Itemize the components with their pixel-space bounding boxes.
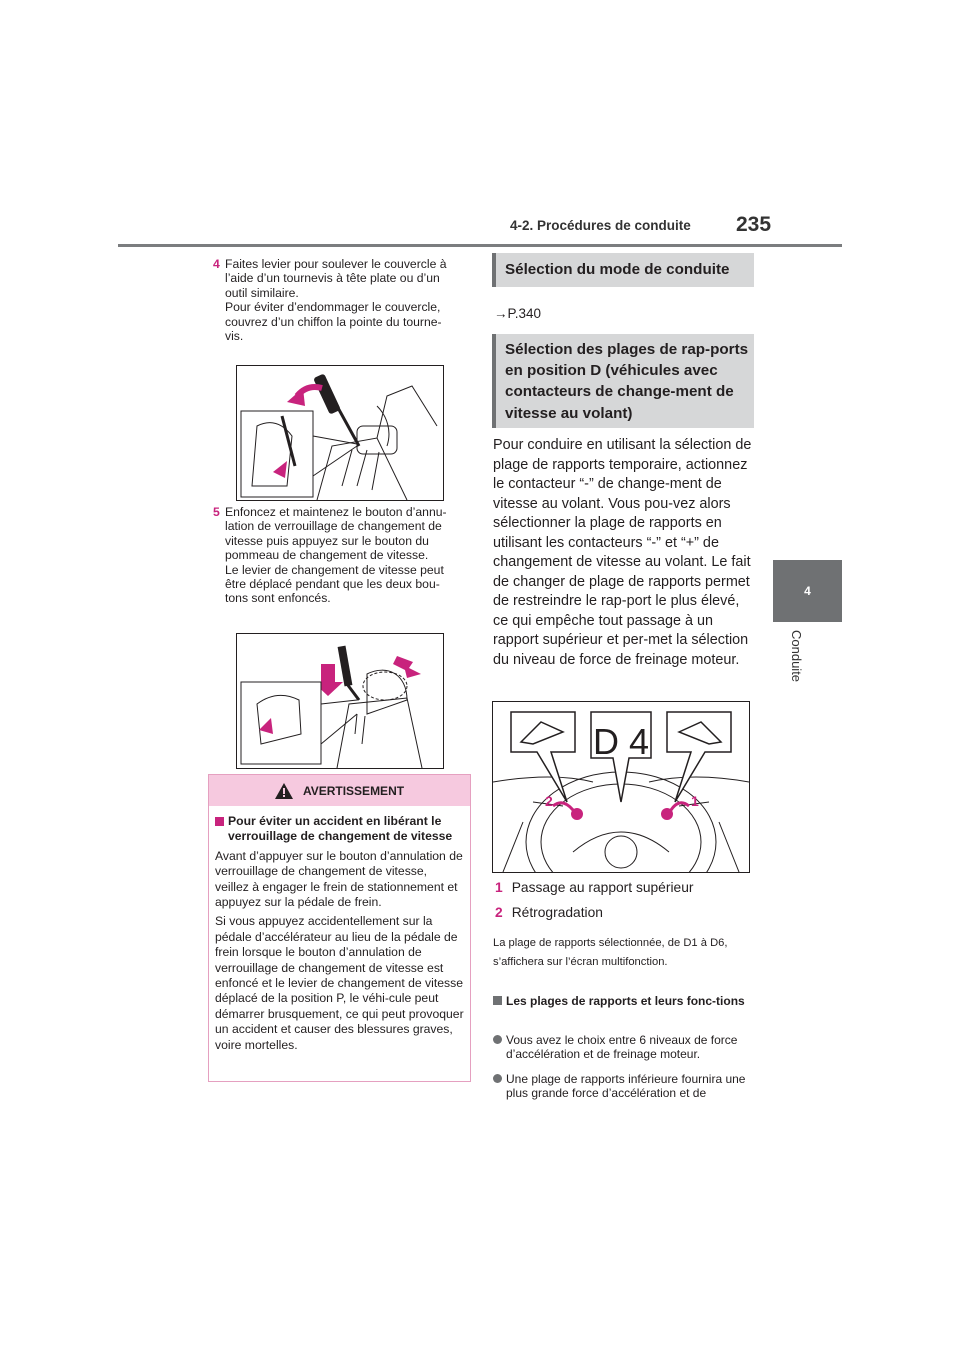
- legend-item: [495, 880, 693, 895]
- step-line: tons sont enfoncés.: [225, 591, 331, 606]
- bullet-text: Vous avez le choix entre 6 niveaux de force d’accélération et de freinage moteur.: [506, 1033, 738, 1061]
- warning-subtitle-text: Pour éviter un accident en libérant le verrouillage de changement de vitesse: [228, 814, 453, 844]
- step-number: 4: [213, 257, 220, 271]
- paddle-shifter-illustration: [493, 702, 749, 872]
- warning-subtitle: [215, 814, 464, 845]
- chapter-tab[interactable]: [773, 560, 842, 622]
- square-bullet-icon: [493, 996, 502, 1005]
- step-line: être déplacé pendant que les deux bou-: [225, 577, 440, 592]
- legend-number: 2: [495, 905, 503, 920]
- circle-bullet-icon: [493, 1035, 502, 1044]
- step-line: vis.: [225, 329, 244, 344]
- warning-title: AVERTISSEMENT: [302, 783, 405, 798]
- warning-box: [208, 774, 471, 1082]
- circle-bullet-icon: [493, 1074, 502, 1083]
- section-heading-text: Sélection du mode de conduite: [505, 261, 730, 278]
- chapter-number: 4: [804, 584, 811, 598]
- figure-paddle-shifters: [492, 701, 750, 873]
- section-heading-gear-range: [492, 334, 754, 428]
- section-title: 4-2. Procédures de conduite: [510, 218, 691, 233]
- legend-label: Passage au rapport supérieur: [511, 880, 694, 895]
- body-paragraph: Pour conduire en utilisant la sélection de plage de rapports temporaire, actionnez le contacteur “-” de change-ment de vitesse au volant. Vous pou-vez alors sélectionner la plage de rapports en utilisant les contacteurs “-” et “+” de changement de vitesse au volant. Le fait de changer de plage de rapports permet de restreindre le rap-port le plus élevé, ce qui empêche tout passage à un rapport supérieur et per-met la sélection du niveau de force de freinage moteur.: [493, 437, 752, 668]
- legend-number: 1: [495, 880, 503, 895]
- warning-paragraph: Avant d’appuyer sur le bouton d’annulation de verrouillage de changement de vitesse, veillez à engager le frein de stationnement et appuyez sur la pédale de frein.: [215, 848, 463, 910]
- bullet-item: [493, 1033, 768, 1061]
- note-text: La plage de rapports sélectionnée, de D1 à D6, s’affichera sur l’écran multifonction.: [493, 937, 728, 969]
- step-line: lation de verrouillage de changement de: [225, 519, 442, 534]
- warning-triangle-icon: [275, 783, 293, 799]
- legend-label: Rétrogradation: [511, 905, 603, 920]
- gear-display: D 4: [592, 721, 650, 762]
- step-line: Le levier de changement de vitesse peut: [225, 562, 444, 577]
- step-line: pommeau de changement de vitesse.: [225, 548, 429, 563]
- header-rule: [118, 244, 842, 247]
- warning-paragraph: Si vous appuyez accidentellement sur la pédale d’accélérateur au lieu de la pédale de frein lorsque le bouton d’annulation de verrouillage de changement de vitesse est enfoncé et le levier de changement de vitesse déplacé de la position P, le véhi-cule peut démarrer brusquement, ce qui peut provoquer un accident et causer des blessures graves, voire mortelles.: [215, 914, 464, 1052]
- step-line: Enfoncez et maintenez le bouton d’annu-: [225, 505, 447, 519]
- step-line: l’aide d’un tournevis à tête plate ou d’un: [225, 271, 440, 286]
- page-number: 235: [736, 213, 772, 236]
- figure-shift-release: [236, 633, 444, 769]
- step-4: [213, 257, 471, 343]
- section-heading-drive-mode: [492, 253, 754, 287]
- section-heading-text: Sélection des plages de rap-ports en position D (véhicules avec contacteurs de change-ment de vitesse au volant): [505, 341, 749, 422]
- callout-1: 1: [691, 793, 699, 809]
- shift-release-illustration: [237, 634, 443, 768]
- step-line: vitesse puis appuyez sur le bouton du: [225, 533, 429, 548]
- warning-header: [209, 775, 470, 806]
- step-5: [213, 505, 471, 606]
- bullet-item: [493, 1072, 768, 1100]
- bullet-text: Une plage de rapports inférieure fournira une plus grande force d’accélération et de: [506, 1072, 746, 1100]
- square-bullet-icon: [215, 817, 224, 826]
- step-line: outil similaire.: [225, 285, 299, 300]
- subheading-text: Les plages de rapports et leurs fonc-tions: [506, 994, 745, 1008]
- step-line: Faites levier pour soulever le couvercle à: [225, 257, 447, 271]
- step-line: couvrez d’un chiffon la pointe du tourne-: [225, 314, 442, 329]
- step-line: Pour éviter d’endommager le couvercle,: [225, 300, 441, 315]
- subheading: [493, 994, 768, 1008]
- pry-cover-illustration: [237, 366, 443, 500]
- page-reference-link[interactable]: →P.340: [494, 306, 542, 321]
- legend-item: [495, 905, 603, 920]
- figure-pry-cover: [236, 365, 444, 501]
- callout-2: 2: [545, 793, 553, 809]
- chapter-label: Conduite: [789, 630, 804, 683]
- step-number: 5: [213, 505, 220, 519]
